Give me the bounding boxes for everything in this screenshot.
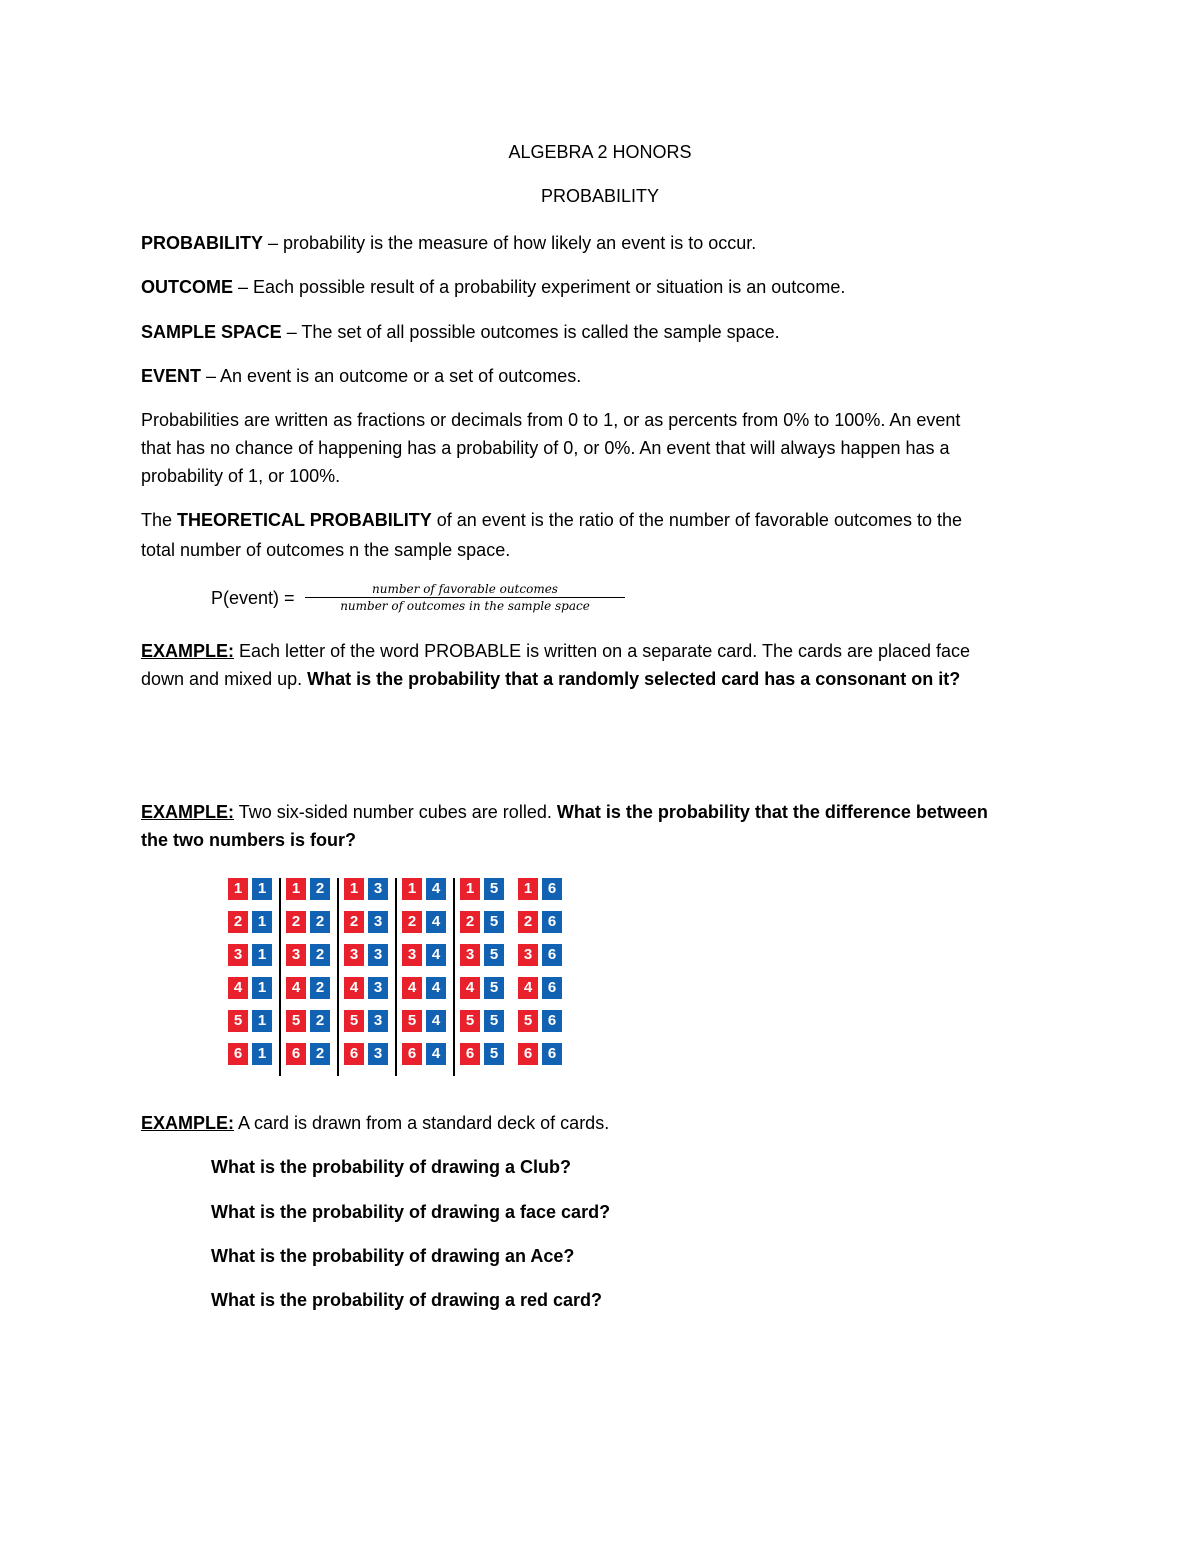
blue-die: 6: [542, 944, 562, 966]
dice-pair: [344, 878, 388, 900]
red-die: 2: [228, 911, 248, 933]
blue-die: 4: [426, 1010, 446, 1032]
blue-die: 5: [484, 944, 504, 966]
dice-pair: [228, 944, 272, 966]
example3-line: EXAMPLE: A card is drawn from a standard deck of cards.: [141, 1113, 610, 1133]
red-die: 5: [460, 1010, 480, 1032]
blue-die: 4: [426, 944, 446, 966]
blue-die: 3: [368, 878, 388, 900]
red-die: 2: [286, 911, 306, 933]
dice-pair: [228, 977, 272, 999]
red-die: 6: [518, 1043, 538, 1065]
formula-fraction: [305, 582, 625, 613]
blue-die: 4: [426, 977, 446, 999]
dice-pair: [286, 878, 330, 900]
example1-line-1: EXAMPLE: Each letter of the word PROBABLE is written on a separate card. The cards are placed face: [141, 641, 971, 661]
blue-die: 3: [368, 944, 388, 966]
blue-die: 1: [252, 944, 272, 966]
red-die: 1: [344, 878, 364, 900]
column-separator: [395, 878, 397, 1076]
blue-die: 3: [368, 977, 388, 999]
document-title: ALGEBRA 2 HONORS: [508, 142, 692, 162]
dice-pair: [286, 977, 330, 999]
blue-die: 4: [426, 878, 446, 900]
formula-denominator: number of outcomes in the sample space: [340, 599, 590, 613]
definition-sample-space: SAMPLE SPACE – The set of all possible outcomes is called the sample space.: [141, 322, 780, 342]
question-ace: What is the probability of drawing an Ace?: [211, 1246, 575, 1266]
probability-paragraph-line-1: Probabilities are written as fractions or decimals from 0 to 1, or as percents from 0% to 100%. An event: [141, 410, 961, 430]
red-die: 2: [518, 911, 538, 933]
blue-die: 1: [252, 878, 272, 900]
red-die: 2: [460, 911, 480, 933]
dice-pair: [460, 944, 504, 966]
dice-pair: [402, 1010, 446, 1032]
dice-pair: [460, 1010, 504, 1032]
probability-paragraph-line-2: that has no chance of happening has a probability of 0, or 0%. An event that will always happen has a: [141, 438, 950, 458]
blue-die: 4: [426, 911, 446, 933]
example2-line-1: EXAMPLE: Two six-sided number cubes are rolled. What is the probability that the difference between: [141, 802, 988, 822]
dice-pair: [460, 1043, 504, 1065]
dice-pair: [344, 911, 388, 933]
red-die: 6: [402, 1043, 422, 1065]
question-club: What is the probability of drawing a Club?: [211, 1157, 571, 1177]
blue-die: 1: [252, 1043, 272, 1065]
dice-pair: [286, 1010, 330, 1032]
dice-pair: [402, 1043, 446, 1065]
example1-line-2: down and mixed up. What is the probability that a randomly selected card has a consonant on it?: [141, 669, 961, 689]
column-separator: [279, 878, 281, 1076]
dice-pair: [518, 977, 562, 999]
dice-pair: [402, 977, 446, 999]
red-die: 5: [286, 1010, 306, 1032]
theoretical-line-2: total number of outcomes n the sample space.: [141, 540, 511, 560]
red-die: 3: [402, 944, 422, 966]
blue-die: 1: [252, 977, 272, 999]
dice-pair: [344, 944, 388, 966]
red-die: 3: [286, 944, 306, 966]
dice-pair: [518, 878, 562, 900]
definition-probability: PROBABILITY – probability is the measure of how likely an event is to occur.: [141, 233, 757, 253]
blue-die: 2: [310, 1010, 330, 1032]
blue-die: 2: [310, 944, 330, 966]
dice-pair: [402, 878, 446, 900]
question-red-card: What is the probability of drawing a red card?: [211, 1290, 603, 1310]
blue-die: 3: [368, 1010, 388, 1032]
column-separator: [453, 878, 455, 1076]
dice-pair: [228, 911, 272, 933]
blue-die: 2: [310, 878, 330, 900]
blue-die: 5: [484, 1043, 504, 1065]
section-title: PROBABILITY: [540, 186, 660, 206]
definition-event: EVENT – An event is an outcome or a set of outcomes.: [141, 366, 582, 386]
red-die: 1: [460, 878, 480, 900]
column-separator: [337, 878, 339, 1076]
dice-pair: [228, 1043, 272, 1065]
red-die: 3: [518, 944, 538, 966]
red-die: 4: [518, 977, 538, 999]
red-die: 5: [228, 1010, 248, 1032]
dice-pair: [460, 878, 504, 900]
red-die: 5: [344, 1010, 364, 1032]
dice-pair: [460, 911, 504, 933]
blue-die: 5: [484, 1010, 504, 1032]
red-die: 4: [344, 977, 364, 999]
blue-die: 2: [310, 1043, 330, 1065]
red-die: 2: [344, 911, 364, 933]
fraction-bar: [305, 597, 625, 598]
blue-die: 3: [368, 911, 388, 933]
blue-die: 1: [252, 1010, 272, 1032]
formula-lhs: P(event) =: [211, 588, 295, 608]
dice-pair: [286, 944, 330, 966]
example2-line-2: the two numbers is four?: [141, 830, 357, 850]
red-die: 4: [228, 977, 248, 999]
dice-pair: [402, 911, 446, 933]
dice-pair: [402, 944, 446, 966]
red-die: 6: [228, 1043, 248, 1065]
red-die: 5: [518, 1010, 538, 1032]
blue-die: 6: [542, 911, 562, 933]
blue-die: 6: [542, 1043, 562, 1065]
dice-pair: [228, 878, 272, 900]
dice-pair: [344, 977, 388, 999]
red-die: 4: [286, 977, 306, 999]
red-die: 2: [402, 911, 422, 933]
dice-pair: [460, 977, 504, 999]
blue-die: 6: [542, 977, 562, 999]
dice-pair: [286, 1043, 330, 1065]
dice-pair: [518, 1010, 562, 1032]
red-die: 6: [286, 1043, 306, 1065]
blue-die: 4: [426, 1043, 446, 1065]
question-face-card: What is the probability of drawing a face card?: [211, 1202, 611, 1222]
red-die: 4: [460, 977, 480, 999]
red-die: 5: [402, 1010, 422, 1032]
blue-die: 1: [252, 911, 272, 933]
blue-die: 6: [542, 878, 562, 900]
red-die: 3: [344, 944, 364, 966]
probability-paragraph-line-3: probability of 1, or 100%.: [141, 466, 341, 486]
dice-pair: [518, 944, 562, 966]
red-die: 1: [228, 878, 248, 900]
blue-die: 5: [484, 911, 504, 933]
blue-die: 2: [310, 977, 330, 999]
definition-outcome: OUTCOME – Each possible result of a probability experiment or situation is an outcome.: [141, 277, 846, 297]
blue-die: 6: [542, 1010, 562, 1032]
red-die: 1: [518, 878, 538, 900]
dice-pair: [518, 1043, 562, 1065]
red-die: 1: [286, 878, 306, 900]
dice-pair: [518, 911, 562, 933]
blue-die: 5: [484, 977, 504, 999]
dice-pair: [344, 1043, 388, 1065]
theoretical-line-1: The THEORETICAL PROBABILITY of an event is the ratio of the number of favorable outcomes to the: [141, 510, 963, 530]
red-die: 3: [228, 944, 248, 966]
dice-pair: [286, 911, 330, 933]
red-die: 4: [402, 977, 422, 999]
dice-outcomes-grid: [228, 878, 568, 1076]
blue-die: 5: [484, 878, 504, 900]
formula-numerator: number of favorable outcomes: [372, 582, 558, 596]
blue-die: 3: [368, 1043, 388, 1065]
red-die: 6: [460, 1043, 480, 1065]
red-die: 1: [402, 878, 422, 900]
red-die: 3: [460, 944, 480, 966]
red-die: 6: [344, 1043, 364, 1065]
dice-pair: [344, 1010, 388, 1032]
dice-pair: [228, 1010, 272, 1032]
blue-die: 2: [310, 911, 330, 933]
